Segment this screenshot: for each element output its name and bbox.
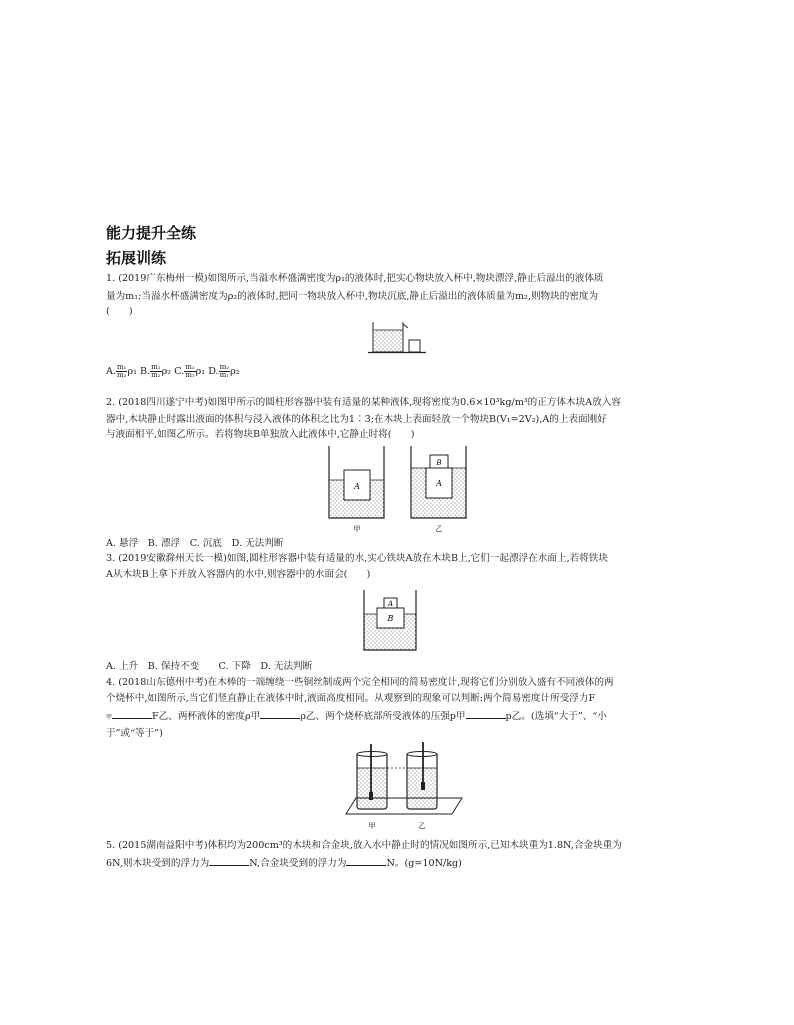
q1-option-d[interactable]: D. $\frac{\text{m₂}}{\text{m₁}}$ ρ₂ <box>208 363 240 379</box>
q2-fig-label-a1: A <box>354 482 360 491</box>
q1-overflow-cup-figure <box>368 318 428 356</box>
q3-container-figure <box>360 588 422 654</box>
q2-text-line1: 2. (2018四川遂宁中考)如图甲所示的圆柱形容器中装有适量的某种液体,现将密度为0.6×10³kg/m³的正方体木块A放入容 <box>106 397 621 408</box>
q3-text-line2: A从木块B上拿下并放入容器内的水中,则容器中的水面会( ) <box>106 569 371 580</box>
q2-text-line2: 器中,木块静止时露出液面的体积与浸入液体的体积之比为1∶3;在木块上表面轻放一个物块B(V₁=2V₂),A的上表面刚好 <box>106 414 607 425</box>
q2-fig-label-b: B <box>436 459 442 467</box>
q4-fig-caption-yi: 乙 <box>418 822 426 830</box>
q1-option-c[interactable]: C. $\frac{\text{m₂}}{\text{m₁}}$ ρ₁ <box>174 363 206 379</box>
q1-text-line2: 量为m₁;当溢水杯盛满密度为ρ₂的液体时,把同一物块放入杯中,物块沉底,静止后溢出的液体质量为m₂,则物块的密度为 <box>106 291 599 302</box>
section-title: 能力提升全练 <box>106 224 197 242</box>
q4-text-line3: 甲 F乙、两杯液体的密度ρ甲 ρ乙、两个烧杯底部所受液体的压强p甲 p乙。(选填“大于”、“小 <box>106 711 607 722</box>
q5-blank-wood-buoyancy[interactable] <box>209 856 249 866</box>
q3-fig-label-b: B <box>387 614 394 623</box>
q5-text-line2: 6N,则木块受到的浮力为 N,合金块受到的浮力为 N。(g=10N/kg) <box>106 858 462 869</box>
q4-text-line4: 于”或“等于”) <box>106 728 163 739</box>
q4-text-line2: 个烧杯中,如图所示,当它们竖直静止在液体中时,液面高度相同。从观察到的现象可以判断:两个简易密度计所受浮力F <box>106 693 596 704</box>
q3-options[interactable]: A. 上升 B. 保持不变 C. 下降 D. 无法判断 <box>106 661 313 672</box>
q1-options <box>106 364 706 379</box>
q4-text-line1: 4. (2018山东德州中考)在木棒的一端缠绕一些铜丝制成两个完全相同的简易密度计,现将它们分别放入盛有不同液体的两 <box>106 677 614 688</box>
q2-text-line3: 与液面相平,如图乙所示。若将物块B单独放入此液体中,它静止时将( ) <box>106 429 415 440</box>
q2-options[interactable]: A. 悬浮 B. 漂浮 C. 沉底 D. 无法判断 <box>106 538 284 549</box>
q1-text-line3: ( ) <box>106 306 133 317</box>
q5-text-line1: 5. (2015湖南益阳中考)体积均为200cm³的木块和合金块,放入水中静止时的情况如图所示,已知木块重为1.8N,合金块重为 <box>106 840 622 851</box>
q1-text-line1: 1. (2019广东梅州一模)如图所示,当溢水杯盛满密度为ρ₁的液体时,把实心物块放入杯中,物块漂浮,静止后溢出的液体质 <box>106 273 604 284</box>
q2-fig-caption-yi: 乙 <box>435 525 443 533</box>
q2-fig-label-a2: A <box>436 479 442 488</box>
q3-text-line1: 3. (2019安徽滁州天长一模)如图,圆柱形容器中装有适量的水,实心铁块A放在木块B上,它们一起漂浮在水面上,若将铁块 <box>106 553 608 564</box>
section-subtitle: 拓展训练 <box>106 249 167 267</box>
q3-fig-label-a: A <box>387 600 394 608</box>
q4-blank-buoyancy[interactable] <box>112 709 152 719</box>
q4-fig-caption-jia: 甲 <box>368 822 376 830</box>
q4-blank-density[interactable] <box>260 709 300 719</box>
q2-fig-caption-jia: 甲 <box>353 525 361 533</box>
q5-blank-alloy-buoyancy[interactable] <box>346 856 386 866</box>
q4-blank-pressure[interactable] <box>466 709 506 719</box>
q4-densimeter-figure <box>340 742 468 834</box>
q1-option-b[interactable]: B. $\frac{\text{m₁}}{\text{m₂}}$ ρ₂ <box>140 363 172 379</box>
q2-containers-figure <box>326 442 476 534</box>
q1-option-a[interactable]: A. $\frac{\text{m₁}}{\text{m₂}}$ ρ₁ <box>106 363 137 379</box>
